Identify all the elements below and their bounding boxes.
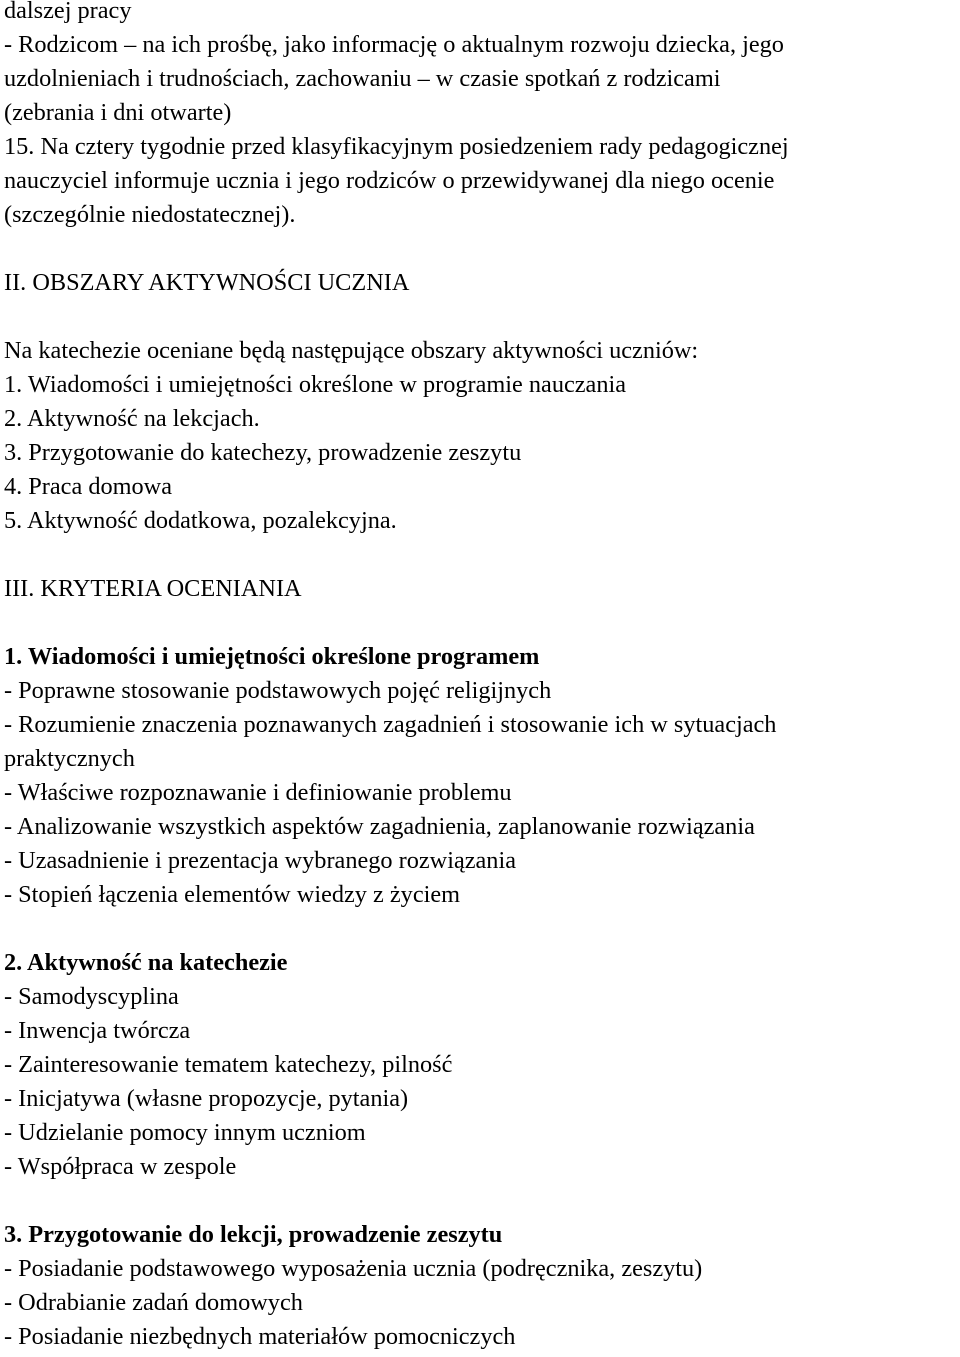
criteria-group-3-title: 3. Przygotowanie do lekcji, prowadzenie zeszytu <box>4 1221 503 1248</box>
criteria-line: - Zainteresowanie tematem katechezy, pilność <box>4 1051 453 1078</box>
text-line: (zebrania i dni otwarte) <box>4 99 232 126</box>
spacer <box>4 1184 956 1218</box>
spacer <box>4 538 956 572</box>
text-line: - Rodzicom – na ich prośbę, jako informację o aktualnym rozwoju dziecka, jego <box>4 31 784 58</box>
section-2-heading: II. OBSZARY AKTYWNOŚCI UCZNIA <box>4 269 410 296</box>
criteria-line: - Właściwe rozpoznawanie i definiowanie problemu <box>4 779 512 806</box>
criteria-group-2-title: 2. Aktywność na katechezie <box>4 949 288 976</box>
criteria-line: - Uzasadnienie i prezentacja wybranego rozwiązania <box>4 847 516 874</box>
section-3-heading: III. KRYTERIA OCENIANIA <box>4 575 302 602</box>
text-line: (szczególnie niedostatecznej). <box>4 201 296 228</box>
criteria-line: - Stopień łączenia elementów wiedzy z życiem <box>4 881 461 908</box>
text-line: uzdolnieniach i trudnościach, zachowaniu – w czasie spotkań z rodzicami <box>4 65 721 92</box>
criteria-line: - Inwencja twórcza <box>4 1017 191 1044</box>
text-line: 15. Na cztery tygodnie przed klasyfikacyjnym posiedzeniem rady pedagogicznej <box>4 133 789 160</box>
spacer <box>4 912 956 946</box>
spacer <box>4 232 956 266</box>
criteria-line: - Samodyscyplina <box>4 983 179 1010</box>
list-item: 4. Praca domowa <box>4 473 173 500</box>
criteria-line: - Udzielanie pomocy innym uczniom <box>4 1119 366 1146</box>
criteria-line: praktycznych <box>4 745 135 772</box>
criteria-line: - Inicjatywa (własne propozycje, pytania) <box>4 1085 409 1112</box>
criteria-line: - Posiadanie podstawowego wyposażenia ucznia (podręcznika, zeszytu) <box>4 1255 703 1282</box>
criteria-line: - Poprawne stosowanie podstawowych pojęć religijnych <box>4 677 552 704</box>
section-2-intro: Na katechezie oceniane będą następujące obszary aktywności uczniów: <box>4 337 699 364</box>
criteria-line: - Analizowanie wszystkich aspektów zagadnienia, zaplanowanie rozwiązania <box>4 813 755 840</box>
list-item: 5. Aktywność dodatkowa, pozalekcyjna. <box>4 507 397 534</box>
spacer <box>4 606 956 640</box>
criteria-line: - Rozumienie znaczenia poznawanych zagadnień i stosowanie ich w sytuacjach <box>4 711 777 738</box>
list-item: 1. Wiadomości i umiejętności określone w programie nauczania <box>4 371 627 398</box>
list-item: 2. Aktywność na lekcjach. <box>4 405 260 432</box>
criteria-line: - Posiadanie niezbędnych materiałów pomocniczych <box>4 1323 516 1350</box>
text-line: dalszej pracy <box>4 0 132 24</box>
criteria-group-1-title: 1. Wiadomości i umiejętności określone programem <box>4 643 540 670</box>
criteria-line: - Współpraca w zespole <box>4 1153 237 1180</box>
spacer <box>4 300 956 334</box>
text-line: nauczyciel informuje ucznia i jego rodziców o przewidywanej dla niego ocenie <box>4 167 775 194</box>
document-page <box>4 0 956 1354</box>
list-item: 3. Przygotowanie do katechezy, prowadzenie zeszytu <box>4 439 522 466</box>
criteria-line: - Odrabianie zadań domowych <box>4 1289 303 1316</box>
